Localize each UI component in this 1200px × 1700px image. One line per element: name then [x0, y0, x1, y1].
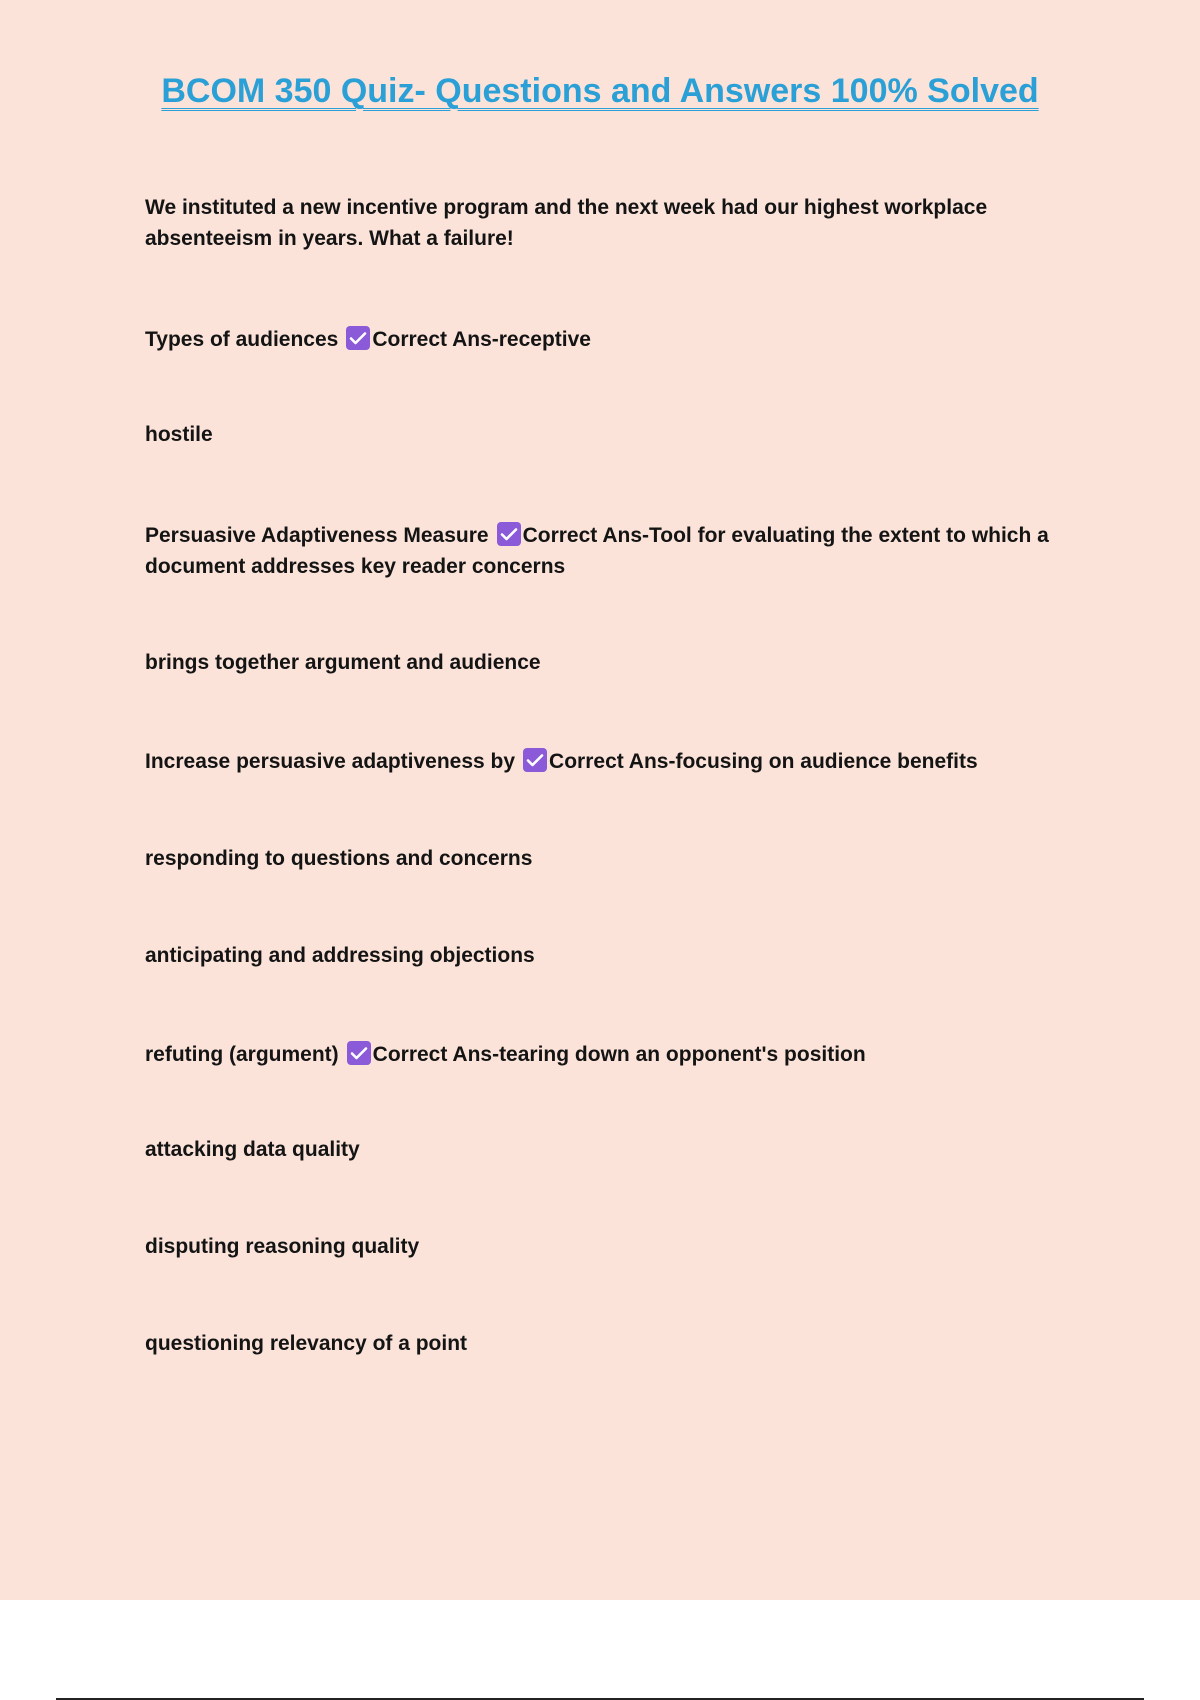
question-text: Types of audiences	[145, 328, 339, 351]
qa-item: attacking data quality	[145, 1138, 360, 1161]
qa-item: anticipating and addressing objections	[145, 944, 535, 967]
checkbox-checked-icon	[346, 326, 370, 350]
qa-item	[145, 1039, 1075, 1070]
question-text: Increase persuasive adaptiveness by	[145, 750, 516, 773]
checkbox-checked-icon	[523, 748, 547, 772]
qa-item	[145, 746, 1075, 777]
qa-item	[145, 324, 1075, 355]
document-title: BCOM 350 Quiz- Questions and Answers 100% Solved	[161, 72, 1039, 110]
checkbox-checked-icon	[347, 1041, 371, 1065]
answer-text: Correct Ans-tearing down an opponent's position	[372, 1043, 866, 1066]
answer-text: Correct Ans-focusing on audience benefits	[549, 750, 978, 773]
intro-paragraph: We instituted a new incentive program and the next week had our highest workplace absenteeism in years. What a failure!	[145, 196, 988, 250]
checkbox-checked-icon	[497, 522, 521, 546]
qa-item: responding to questions and concerns	[145, 847, 533, 870]
qa-item: questioning relevancy of a point	[145, 1332, 468, 1355]
question-text: Persuasive Adaptiveness Measure	[145, 524, 489, 547]
qa-item: brings together argument and audience	[145, 651, 541, 674]
qa-item	[145, 520, 1075, 582]
answer-text: Correct Ans-Tool for evaluating the extent to which a document addresses key reader concerns	[145, 524, 1049, 578]
qa-item: hostile	[145, 423, 213, 446]
answer-text: Correct Ans-receptive	[372, 328, 591, 351]
qa-item: disputing reasoning quality	[145, 1235, 420, 1258]
question-text: refuting (argument)	[145, 1043, 339, 1066]
